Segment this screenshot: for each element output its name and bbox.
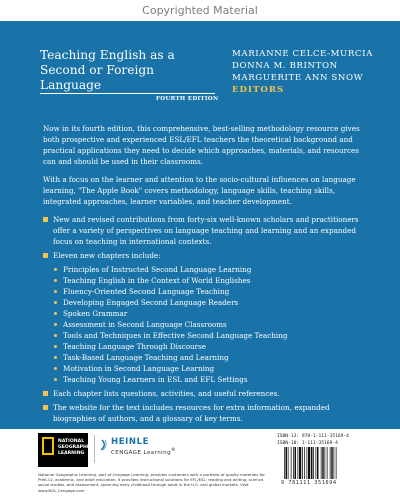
bullet-dot-icon: [54, 356, 57, 359]
chapter-title: Motivation in Second Language Learning: [63, 364, 215, 373]
logo-divider: [94, 435, 95, 463]
chapter-title: Assessment in Second Language Classrooms: [63, 320, 227, 329]
feature-bullet: [43, 250, 373, 261]
chapter-title: Tools and Techniques in Effective Second Language Teaching: [63, 331, 288, 340]
square-bullet-icon: [43, 391, 48, 396]
chapter-item: [43, 297, 373, 308]
isbn-13: ISBN-13: 978-1-111-35169-4: [277, 434, 349, 439]
bullet-dot-icon: [54, 323, 57, 326]
barcode-bar: [336, 447, 337, 479]
isbn-block: [277, 433, 349, 447]
chapter-title: Teaching Language Through Discourse: [63, 342, 207, 351]
barcode-bar: [311, 447, 313, 479]
title-line-2: Second or Foreign Language: [40, 63, 155, 92]
square-bullet-icon: [43, 217, 48, 222]
chapter-title: Developing Engaged Second Language Readers: [63, 298, 239, 307]
barcode-bar: [322, 447, 324, 479]
chapter-item: [43, 341, 373, 352]
barcode-bar: [327, 447, 328, 479]
cengage-logo-text: CENGAGE Learning: [111, 449, 172, 456]
barcode-bar: [331, 447, 333, 479]
chapter-item: [43, 363, 373, 374]
feature-bullet-text: The website for the text includes resources for extra information, expanded biographies of authors, and a glossary of key terms.: [53, 403, 330, 423]
bullet-dot-icon: [54, 312, 57, 315]
feature-bullet-text: Eleven new chapters include:: [53, 251, 161, 260]
national-geographic-logo: [38, 433, 92, 467]
feature-bullet-text: Each chapter lists questions, activities, and useful references.: [53, 389, 280, 398]
chapter-title: Teaching English in the Context of World Englishes: [63, 276, 251, 285]
bullet-dot-icon: [54, 334, 57, 337]
copyright-watermark: Copyrighted Material: [142, 4, 258, 17]
barcode-icon: [284, 447, 358, 479]
new-chapters-list: [43, 264, 373, 385]
ng-logo-text: [58, 439, 92, 457]
feature-bullet: [43, 402, 373, 424]
barcode-bar: [293, 447, 294, 479]
barcode-number: 9 781111 351694: [281, 480, 337, 486]
barcode-bar: [298, 447, 299, 479]
publisher-blurb: National Geographic Learning, part of Cengage Learning, provides customers with a portfolio of quality materials for PreK-12, academic, and adult education. It provides instructional solutions for EFL/ESL, reading and writing, science, social studies, and assessment, spanning early childhood through adult in the U.S. and global markets. Visit www.NGL.Cengage.com: [38, 472, 266, 493]
editor-name: MARIANNE CELCE-MURCIA: [232, 49, 373, 59]
ng-logo-line: GEOGRAPHIC: [58, 445, 92, 450]
barcode-bar: [295, 447, 297, 479]
chapter-item: [43, 264, 373, 275]
barcode-bar: [325, 447, 326, 479]
feature-bullet: [43, 388, 373, 399]
chapter-title: Fluency-Oriented Second Language Teaching: [63, 287, 230, 296]
chapter-item: [43, 374, 373, 385]
bullet-dot-icon: [54, 367, 57, 370]
square-bullet-icon: [43, 253, 48, 258]
bullet-dot-icon: [54, 378, 57, 381]
barcode-bar: [288, 447, 289, 479]
editor-name: MARGUERITE ANN SNOW: [232, 73, 364, 83]
chapter-item: [43, 319, 373, 330]
chapter-title: Spoken Grammar: [63, 309, 128, 318]
ng-logo-line: NATIONAL: [58, 439, 85, 444]
chapter-title: Principles of Instructed Second Language Learning: [63, 265, 252, 274]
publisher-footer: [0, 429, 400, 500]
chapter-item: [43, 275, 373, 286]
barcode-bar: [291, 447, 292, 479]
yellow-frame-icon: [42, 437, 54, 455]
bullet-dot-icon: [54, 279, 57, 282]
chapter-item: [43, 352, 373, 363]
barcode-bar: [308, 447, 310, 479]
edition-label: FOURTH EDITION: [156, 96, 219, 102]
heinle-swoosh-icon: [100, 439, 108, 451]
isbn-10: ISBN-10: 1-111-35169-4: [277, 441, 338, 446]
barcode-bar: [321, 447, 322, 479]
chapter-item: [43, 286, 373, 297]
title-line-1: Teaching English as a: [40, 48, 175, 62]
bullet-dot-icon: [54, 301, 57, 304]
chapter-title: Task-Based Language Teaching and Learning: [63, 353, 229, 362]
editors-list: [232, 48, 373, 96]
barcode-bar: [334, 447, 335, 479]
barcode-bar: [313, 447, 314, 479]
barcode-bar: [286, 447, 288, 479]
barcode-bar: [302, 447, 303, 479]
bullet-dot-icon: [54, 268, 57, 271]
description-paragraph-2: With a focus on the learner and attention to the socio-cultural influences on language learning, "The Apple Book" covers methodology, language skills, teaching skills, integrated approaches, learner variables, and teacher development.: [43, 175, 356, 206]
barcode-bar: [330, 447, 331, 479]
square-bullet-icon: [43, 405, 48, 410]
cover-panel: [0, 21, 400, 429]
barcode-bar: [316, 447, 317, 479]
barcode-bar: [317, 447, 319, 479]
description: [43, 123, 373, 438]
bullet-dot-icon: [54, 290, 57, 293]
watermark-strip: [0, 0, 400, 21]
editor-name: DONNA M. BRINTON: [232, 61, 338, 71]
chapter-title: Teaching Young Learners in ESL and EFL Settings: [63, 375, 248, 384]
cengage-logo: [111, 448, 176, 456]
barcode-bar: [304, 447, 305, 479]
ng-logo-line: LEARNING: [58, 451, 85, 456]
editors-label: EDITORS: [232, 85, 285, 95]
chapter-item: [43, 308, 373, 319]
chapter-item: [43, 330, 373, 341]
registered-mark: ®: [171, 448, 177, 453]
book-title: [40, 48, 210, 93]
barcode-bar: [299, 447, 301, 479]
feature-bullet-text: New and revised contributions from forty-six well-known scholars and practitioners offer a variety of perspectives on language teaching and learning and an expanded focus on teaching in international contexts.: [53, 215, 359, 246]
title-rule: [40, 93, 215, 94]
barcode-bar: [307, 447, 308, 479]
barcode-bar: [284, 447, 285, 479]
description-paragraph-1: Now in its fourth edition, this comprehensive, best-selling methodology resource gives both prospective and experienced ESL/EFL teachers the theoretical background and practical applications they need to decide which approaches, materials, and resources can and should be used in their classrooms.: [43, 124, 360, 166]
heinle-logo: HEINLE: [111, 437, 150, 447]
feature-bullet: [43, 214, 373, 247]
bullet-dot-icon: [54, 345, 57, 348]
